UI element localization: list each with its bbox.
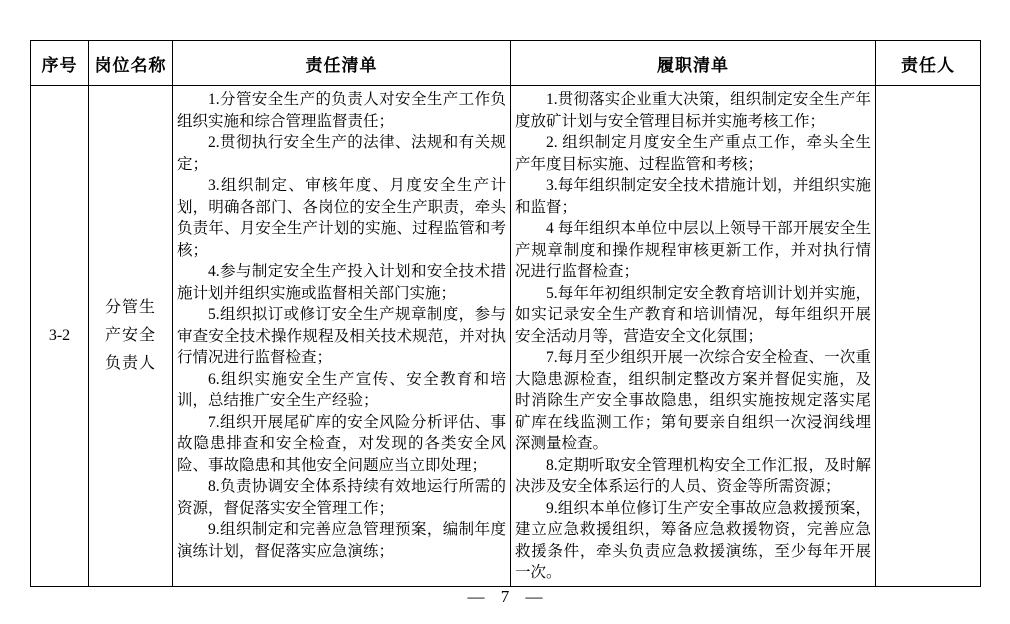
list-paragraph: 4.参与制定安全生产投入计划和安全技术措施计划并组织实施或监督相关部门实施； — [177, 263, 506, 302]
responsibility-paragraphs — [177, 89, 506, 562]
list-paragraph: 9.组织本单位修订生产安全事故应急救援预案，建立应急救援组织，筹备应急救援物资，完善应急救援条件，牵头负责应急救援演练，至少每年开展一次。 — [515, 499, 871, 581]
list-paragraph: 7.组织开展尾矿库的安全风险分析评估、事故隐患排查和安全检查，对发现的各类安全风险、事故隐患和其他安全问题应当立即处理； — [177, 413, 506, 474]
cell-performance-list — [511, 86, 876, 587]
cell-responsible-person — [876, 86, 981, 587]
list-paragraph: 3.组织制定、审核年度、月度安全生产计划，明确各部门、各岗位的安全生产职责，牵头负责年、月安全生产计划的实施、过程监管和考核； — [177, 177, 506, 259]
header-performance-list: 履职清单 — [511, 41, 876, 86]
header-responsibility-list: 责任清单 — [173, 41, 511, 86]
list-paragraph: 8.负责协调安全体系持续有效地运行所需的资源，督促落实安全管理工作； — [177, 478, 506, 517]
performance-paragraphs — [515, 89, 871, 584]
responsibility-table — [30, 40, 981, 587]
list-paragraph: 4 每年组织本单位中层以上领导干部开展安全生产规章制度和操作规程审核更新工作，并对执行情况进行监督检查； — [515, 220, 871, 280]
cell-responsibility-list — [173, 86, 511, 587]
list-paragraph: 2. 组织制定月度安全生产重点工作，牵头全生产年度目标实施、过程监管和考核； — [515, 134, 871, 173]
table-header-row — [31, 41, 981, 86]
list-paragraph: 1.贯彻落实企业重大决策，组织制定安全生产年度放矿计划与安全管理目标并实施考核工作； — [515, 91, 871, 130]
cell-position-name: 分管生产安全负责人 — [89, 86, 173, 587]
list-paragraph: 5.每年年初组织制定安全教育培训计划并实施，如实记录安全生产教育和培训情况，每年组织开展安全活动月等，营造安全文化氛围； — [515, 284, 871, 345]
header-position-name: 岗位名称 — [89, 41, 173, 86]
cell-serial-number: 3-2 — [31, 86, 89, 587]
header-responsible-person: 责任人 — [876, 41, 981, 86]
page-number: — 7 — — [467, 587, 543, 606]
list-paragraph: 1.分管安全生产的负责人对安全生产工作负组织实施和综合管理监督责任； — [177, 91, 506, 130]
list-paragraph: 3.每年组织制定安全技术措施计划，并组织实施和监督； — [515, 177, 871, 216]
list-paragraph: 8.定期听取安全管理机构安全工作汇报，及时解决涉及安全体系运行的人员、资金等所需资源； — [515, 456, 871, 495]
list-paragraph: 2.贯彻执行安全生产的法律、法规和有关规定； — [177, 134, 506, 173]
header-serial-number: 序号 — [31, 41, 89, 86]
list-paragraph: 5.组织拟订或修订安全生产规章制度，参与审查安全技术操作规程及相关技术规范，并对执行情况进行监督检查； — [177, 306, 506, 366]
list-paragraph: 9.组织制定和完善应急管理预案，编制年度演练计划，督促落实应急演练； — [177, 521, 506, 560]
table-row — [31, 86, 981, 587]
list-paragraph: 6.组织实施安全生产宣传、安全教育和培训，总结推广安全生产经验； — [177, 370, 506, 409]
list-paragraph: 7.每月至少组织开展一次综合安全检查、一次重大隐患源检查，组织制定整改方案并督促实施，及时消除生产安全事故隐患，组织实施按规定落实尾矿库在线监测工作；第旬要亲自组织一次浸润线埋深测量检查。 — [515, 349, 871, 452]
